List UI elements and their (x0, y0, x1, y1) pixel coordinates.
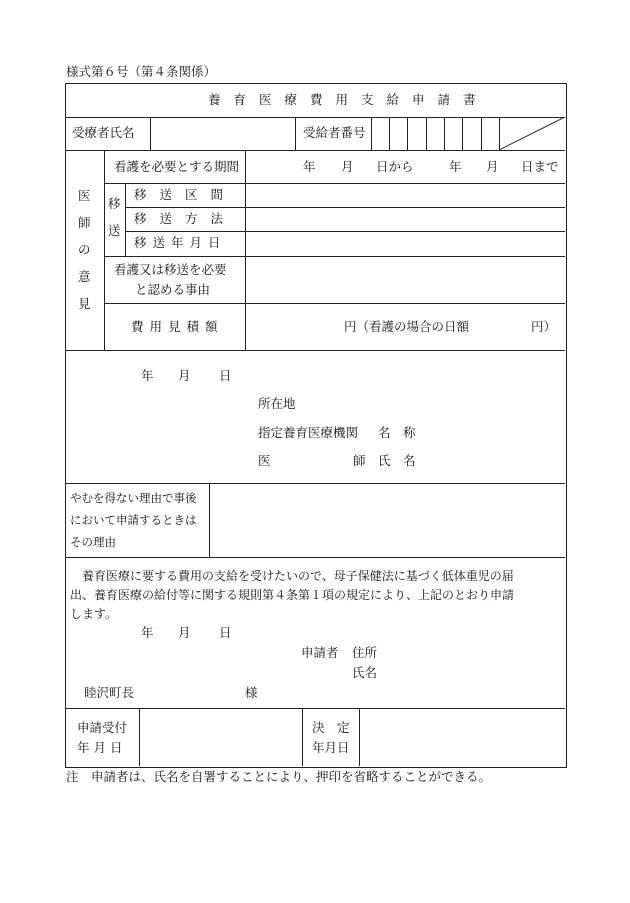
transfer-label-2: 送 (108, 223, 121, 238)
transfer-section-field[interactable] (246, 184, 564, 206)
transfer-date-field[interactable] (246, 232, 564, 255)
sign-month: 月 (178, 368, 191, 383)
doctor-opinion-label-4: 意 (78, 269, 91, 284)
period-to-month: 月 (486, 159, 499, 174)
doctor-opinion-label-5: 見 (78, 296, 91, 311)
recipient-number-label: 受給者番号 (303, 125, 366, 140)
honorific: 様 (245, 685, 258, 700)
period-to-day: 日まで (521, 159, 559, 174)
applicant-address-label: 住所 (352, 645, 378, 660)
transfer-date-label: 移送年月日 (134, 235, 227, 250)
diagonal-slash (499, 117, 565, 150)
transfer-method-label: 移送方法 (134, 211, 237, 226)
institution-label: 指定養育医療機関 (258, 425, 359, 440)
application-day: 日 (219, 625, 232, 640)
form-number: 様式第６号（第４条関係） (66, 64, 217, 79)
late-reason-field[interactable] (210, 484, 564, 556)
period-to-year: 年 (449, 159, 462, 174)
period-from-year: 年 (303, 159, 316, 174)
recipient-number-field[interactable] (372, 118, 498, 149)
period-from-day: 日から (376, 159, 414, 174)
received-date-label-line-2: 年 月 日 (77, 740, 123, 755)
transfer-label-1: 移 (108, 196, 121, 211)
reason-label-line-2: と認める事由 (135, 282, 211, 297)
addressee: 睦沢町長 (84, 685, 135, 700)
cost-estimate-text: 円（看護の場合の日額 (344, 319, 470, 334)
received-date-label-line-1: 申請受付 (77, 720, 128, 735)
applicant-name-label: 氏名 (352, 665, 378, 680)
applicant-label: 申請者 (301, 645, 339, 660)
application-year: 年 (141, 625, 154, 640)
doctor-opinion-label-3: の (78, 242, 91, 257)
cost-estimate-label: 費用見積額 (131, 319, 224, 334)
patient-name-field[interactable] (151, 118, 294, 149)
cost-estimate-end: 円） (531, 319, 557, 334)
application-body-line-1: 養育医療に要する費用の支給を受けたいので、母子保健法に基づく低体重児の届 (70, 569, 514, 583)
reason-field[interactable] (246, 257, 564, 302)
received-date-field[interactable] (140, 709, 301, 765)
transfer-section-label: 移送区間 (134, 187, 237, 202)
institution-name-label: 名 称 (378, 425, 416, 440)
decision-date-label-line-1: 決 定 (312, 720, 350, 735)
period-from-month: 月 (341, 159, 354, 174)
nursing-period-label: 看護を必要とする期間 (114, 159, 240, 174)
application-body-line-2: 出、養育医療の給付等に関する規則第４条第１項の規定により、上記のとおり申請 (70, 588, 515, 602)
application-body-line-3: します。 (70, 607, 118, 621)
transfer-method-field[interactable] (246, 208, 564, 230)
late-reason-line-1: やむを得ない理由で事後 (70, 491, 197, 505)
sign-day: 日 (219, 368, 232, 383)
reason-label-line-1: 看護又は移送を必要 (114, 262, 227, 277)
patient-name-label: 受療者氏名 (72, 125, 135, 140)
doctor-label: 医 (258, 453, 271, 468)
footnote: 注 申請者は、氏名を自署することにより、押印を省略することができる。 (66, 769, 492, 784)
doctor-opinion-label-2: 師 (78, 215, 91, 230)
sign-year: 年 (141, 368, 154, 383)
late-reason-line-2: において申請するときは (70, 513, 197, 527)
doctor-opinion-label-1: 医 (78, 188, 91, 203)
decision-date-label-line-2: 年月日 (312, 740, 350, 755)
form-title: 養育医療費用支給申請書 (208, 92, 489, 107)
decision-date-field[interactable] (360, 709, 564, 765)
application-month: 月 (178, 625, 191, 640)
late-reason-line-3: その理由 (70, 535, 116, 549)
location-label: 所在地 (258, 396, 296, 411)
doctor-name-label: 師 氏 名 (353, 453, 416, 468)
